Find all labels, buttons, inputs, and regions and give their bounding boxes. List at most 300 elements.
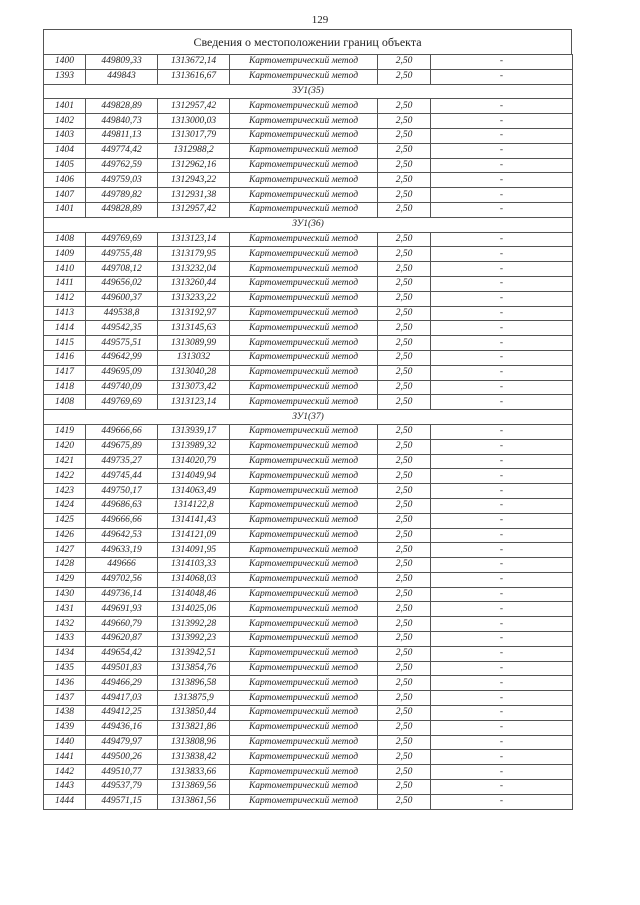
description-cell: -	[431, 735, 573, 750]
point-number-cell: 1432	[44, 617, 86, 632]
method-cell: Картометрический метод	[230, 276, 378, 291]
accuracy-cell: 2,50	[378, 276, 431, 291]
description-cell: -	[431, 676, 573, 691]
accuracy-cell: 2,50	[378, 646, 431, 661]
table-row	[44, 632, 573, 647]
method-cell: Картометрический метод	[230, 706, 378, 721]
method-cell: Картометрический метод	[230, 158, 378, 173]
y-coordinate-cell: 1313260,44	[158, 276, 230, 291]
point-number-cell: 1437	[44, 691, 86, 706]
y-coordinate-cell: 1313123,14	[158, 395, 230, 410]
method-cell: Картометрический метод	[230, 632, 378, 647]
method-cell: Картометрический метод	[230, 720, 378, 735]
y-coordinate-cell: 1314103,33	[158, 558, 230, 573]
y-coordinate-cell: 1313854,76	[158, 661, 230, 676]
point-number-cell: 1415	[44, 336, 86, 351]
description-cell: -	[431, 558, 573, 573]
accuracy-cell: 2,50	[378, 173, 431, 188]
accuracy-cell: 2,50	[378, 513, 431, 528]
x-coordinate-cell: 449666	[86, 558, 158, 573]
y-coordinate-cell: 1314121,09	[158, 528, 230, 543]
y-coordinate-cell: 1313896,58	[158, 676, 230, 691]
table-row	[44, 321, 573, 336]
description-cell: -	[431, 439, 573, 454]
accuracy-cell: 2,50	[378, 528, 431, 543]
x-coordinate-cell: 449575,51	[86, 336, 158, 351]
accuracy-cell: 2,50	[378, 720, 431, 735]
table-row	[44, 276, 573, 291]
point-number-cell: 1443	[44, 780, 86, 795]
table-row	[44, 602, 573, 617]
method-cell: Картометрический метод	[230, 780, 378, 795]
accuracy-cell: 2,50	[378, 439, 431, 454]
description-cell: -	[431, 632, 573, 647]
table-row	[44, 158, 573, 173]
table-row	[44, 365, 573, 380]
table-row	[44, 128, 573, 143]
table-row	[44, 498, 573, 513]
description-cell: -	[431, 276, 573, 291]
description-cell: -	[431, 395, 573, 410]
description-cell: -	[431, 336, 573, 351]
y-coordinate-cell: 1312962,16	[158, 158, 230, 173]
x-coordinate-cell: 449436,16	[86, 720, 158, 735]
description-cell: -	[431, 661, 573, 676]
accuracy-cell: 2,50	[378, 661, 431, 676]
method-cell: Картометрический метод	[230, 676, 378, 691]
y-coordinate-cell: 1313875,9	[158, 691, 230, 706]
x-coordinate-cell: 449620,87	[86, 632, 158, 647]
table-row	[44, 543, 573, 558]
y-coordinate-cell: 1314122,8	[158, 498, 230, 513]
x-coordinate-cell: 449789,82	[86, 188, 158, 203]
point-number-cell: 1438	[44, 706, 86, 721]
method-cell: Картометрический метод	[230, 202, 378, 217]
table-row	[44, 424, 573, 439]
point-number-cell: 1404	[44, 143, 86, 158]
accuracy-cell: 2,50	[378, 291, 431, 306]
accuracy-cell: 2,50	[378, 558, 431, 573]
method-cell: Картометрический метод	[230, 232, 378, 247]
table-row	[44, 114, 573, 129]
method-cell: Картометрический метод	[230, 55, 378, 70]
method-cell: Картометрический метод	[230, 469, 378, 484]
method-cell: Картометрический метод	[230, 321, 378, 336]
x-coordinate-cell: 449466,29	[86, 676, 158, 691]
table-row	[44, 469, 573, 484]
x-coordinate-cell: 449510,77	[86, 765, 158, 780]
point-number-cell: 1405	[44, 158, 86, 173]
description-cell: -	[431, 306, 573, 321]
description-cell: -	[431, 321, 573, 336]
description-cell: -	[431, 543, 573, 558]
method-cell: Картометрический метод	[230, 794, 378, 809]
method-cell: Картометрический метод	[230, 380, 378, 395]
method-cell: Картометрический метод	[230, 602, 378, 617]
point-number-cell: 1418	[44, 380, 86, 395]
description-cell: -	[431, 691, 573, 706]
table-row	[44, 439, 573, 454]
x-coordinate-cell: 449417,03	[86, 691, 158, 706]
table-row	[44, 336, 573, 351]
method-cell: Картометрический метод	[230, 395, 378, 410]
y-coordinate-cell: 1313089,99	[158, 336, 230, 351]
section-row	[44, 410, 573, 425]
point-number-cell: 1401	[44, 99, 86, 114]
accuracy-cell: 2,50	[378, 691, 431, 706]
point-number-cell: 1411	[44, 276, 86, 291]
method-cell: Картометрический метод	[230, 543, 378, 558]
accuracy-cell: 2,50	[378, 780, 431, 795]
point-number-cell: 1444	[44, 794, 86, 809]
description-cell: -	[431, 143, 573, 158]
description-cell: -	[431, 424, 573, 439]
point-number-cell: 1412	[44, 291, 86, 306]
x-coordinate-cell: 449843	[86, 69, 158, 84]
x-coordinate-cell: 449695,09	[86, 365, 158, 380]
table-row	[44, 646, 573, 661]
y-coordinate-cell: 1313000,03	[158, 114, 230, 129]
point-number-cell: 1410	[44, 262, 86, 277]
y-coordinate-cell: 1314141,43	[158, 513, 230, 528]
method-cell: Картометрический метод	[230, 306, 378, 321]
x-coordinate-cell: 449769,69	[86, 395, 158, 410]
accuracy-cell: 2,50	[378, 572, 431, 587]
method-cell: Картометрический метод	[230, 262, 378, 277]
description-cell: -	[431, 454, 573, 469]
description-cell: -	[431, 365, 573, 380]
section-row	[44, 84, 573, 99]
point-number-cell: 1433	[44, 632, 86, 647]
point-number-cell: 1431	[44, 602, 86, 617]
accuracy-cell: 2,50	[378, 306, 431, 321]
y-coordinate-cell: 1313179,95	[158, 247, 230, 262]
accuracy-cell: 2,50	[378, 365, 431, 380]
description-cell: -	[431, 794, 573, 809]
accuracy-cell: 2,50	[378, 262, 431, 277]
description-cell: -	[431, 602, 573, 617]
table-row	[44, 350, 573, 365]
y-coordinate-cell: 1313233,22	[158, 291, 230, 306]
description-cell: -	[431, 587, 573, 602]
accuracy-cell: 2,50	[378, 484, 431, 499]
y-coordinate-cell: 1314020,79	[158, 454, 230, 469]
accuracy-cell: 2,50	[378, 55, 431, 70]
x-coordinate-cell: 449735,27	[86, 454, 158, 469]
x-coordinate-cell: 449840,73	[86, 114, 158, 129]
accuracy-cell: 2,50	[378, 336, 431, 351]
table-body	[44, 55, 573, 810]
x-coordinate-cell: 449745,44	[86, 469, 158, 484]
point-number-cell: 1426	[44, 528, 86, 543]
table-row	[44, 661, 573, 676]
x-coordinate-cell: 449538,8	[86, 306, 158, 321]
point-number-cell: 1435	[44, 661, 86, 676]
method-cell: Картометрический метод	[230, 291, 378, 306]
description-cell: -	[431, 99, 573, 114]
method-cell: Картометрический метод	[230, 513, 378, 528]
description-cell: -	[431, 202, 573, 217]
section-row	[44, 217, 573, 232]
y-coordinate-cell: 1314091,95	[158, 543, 230, 558]
point-number-cell: 1429	[44, 572, 86, 587]
accuracy-cell: 2,50	[378, 143, 431, 158]
table-row	[44, 262, 573, 277]
x-coordinate-cell: 449828,89	[86, 99, 158, 114]
description-cell: -	[431, 128, 573, 143]
description-cell: -	[431, 528, 573, 543]
table-row	[44, 484, 573, 499]
x-coordinate-cell: 449666,66	[86, 424, 158, 439]
y-coordinate-cell: 1313123,14	[158, 232, 230, 247]
table-row	[44, 735, 573, 750]
description-cell: -	[431, 350, 573, 365]
accuracy-cell: 2,50	[378, 99, 431, 114]
point-number-cell: 1424	[44, 498, 86, 513]
table-row	[44, 587, 573, 602]
point-number-cell: 1413	[44, 306, 86, 321]
table-row	[44, 232, 573, 247]
point-number-cell: 1436	[44, 676, 86, 691]
table-row	[44, 306, 573, 321]
table-row	[44, 202, 573, 217]
y-coordinate-cell: 1314063,49	[158, 484, 230, 499]
y-coordinate-cell: 1313992,23	[158, 632, 230, 647]
table-row	[44, 558, 573, 573]
point-number-cell: 1425	[44, 513, 86, 528]
x-coordinate-cell: 449762,59	[86, 158, 158, 173]
x-coordinate-cell: 449708,12	[86, 262, 158, 277]
method-cell: Картометрический метод	[230, 439, 378, 454]
table-row	[44, 794, 573, 809]
y-coordinate-cell: 1313942,51	[158, 646, 230, 661]
x-coordinate-cell: 449500,26	[86, 750, 158, 765]
method-cell: Картометрический метод	[230, 750, 378, 765]
accuracy-cell: 2,50	[378, 454, 431, 469]
description-cell: -	[431, 247, 573, 262]
x-coordinate-cell: 449537,79	[86, 780, 158, 795]
point-number-cell: 1409	[44, 247, 86, 262]
description-cell: -	[431, 617, 573, 632]
method-cell: Картометрический метод	[230, 128, 378, 143]
y-coordinate-cell: 1313040,28	[158, 365, 230, 380]
accuracy-cell: 2,50	[378, 188, 431, 203]
table-row	[44, 454, 573, 469]
section-label: ЗУ1(36)	[44, 217, 573, 232]
description-cell: -	[431, 173, 573, 188]
table-row	[44, 617, 573, 632]
point-number-cell: 1401	[44, 202, 86, 217]
x-coordinate-cell: 449542,35	[86, 321, 158, 336]
table-row	[44, 513, 573, 528]
table-row	[44, 173, 573, 188]
x-coordinate-cell: 449702,56	[86, 572, 158, 587]
y-coordinate-cell: 1313232,04	[158, 262, 230, 277]
method-cell: Картометрический метод	[230, 173, 378, 188]
table-row	[44, 291, 573, 306]
accuracy-cell: 2,50	[378, 158, 431, 173]
method-cell: Картометрический метод	[230, 336, 378, 351]
method-cell: Картометрический метод	[230, 424, 378, 439]
y-coordinate-cell: 1313838,42	[158, 750, 230, 765]
table-row	[44, 99, 573, 114]
point-number-cell: 1408	[44, 232, 86, 247]
point-number-cell: 1430	[44, 587, 86, 602]
x-coordinate-cell: 449654,42	[86, 646, 158, 661]
y-coordinate-cell: 1313616,67	[158, 69, 230, 84]
page-number: 129	[311, 14, 329, 26]
table-row	[44, 55, 573, 70]
accuracy-cell: 2,50	[378, 706, 431, 721]
y-coordinate-cell: 1313032	[158, 350, 230, 365]
y-coordinate-cell: 1312957,42	[158, 202, 230, 217]
y-coordinate-cell: 1313850,44	[158, 706, 230, 721]
y-coordinate-cell: 1314048,46	[158, 587, 230, 602]
accuracy-cell: 2,50	[378, 69, 431, 84]
y-coordinate-cell: 1313672,14	[158, 55, 230, 70]
description-cell: -	[431, 380, 573, 395]
x-coordinate-cell: 449412,25	[86, 706, 158, 721]
accuracy-cell: 2,50	[378, 543, 431, 558]
accuracy-cell: 2,50	[378, 750, 431, 765]
y-coordinate-cell: 1313192,97	[158, 306, 230, 321]
table-row	[44, 676, 573, 691]
x-coordinate-cell: 449600,37	[86, 291, 158, 306]
x-coordinate-cell: 449660,79	[86, 617, 158, 632]
description-cell: -	[431, 262, 573, 277]
table-row	[44, 528, 573, 543]
method-cell: Картометрический метод	[230, 558, 378, 573]
method-cell: Картометрический метод	[230, 188, 378, 203]
accuracy-cell: 2,50	[378, 128, 431, 143]
x-coordinate-cell: 449740,09	[86, 380, 158, 395]
accuracy-cell: 2,50	[378, 232, 431, 247]
point-number-cell: 1423	[44, 484, 86, 499]
point-number-cell: 1416	[44, 350, 86, 365]
description-cell: -	[431, 750, 573, 765]
point-number-cell: 1440	[44, 735, 86, 750]
point-number-cell: 1402	[44, 114, 86, 129]
x-coordinate-cell: 449656,02	[86, 276, 158, 291]
coordinates-table	[43, 54, 573, 810]
table-title: Сведения о местоположении границ объекта	[43, 29, 572, 54]
point-number-cell: 1428	[44, 558, 86, 573]
accuracy-cell: 2,50	[378, 321, 431, 336]
y-coordinate-cell: 1313073,42	[158, 380, 230, 395]
x-coordinate-cell: 449691,93	[86, 602, 158, 617]
point-number-cell: 1421	[44, 454, 86, 469]
description-cell: -	[431, 469, 573, 484]
method-cell: Картометрический метод	[230, 528, 378, 543]
point-number-cell: 1393	[44, 69, 86, 84]
y-coordinate-cell: 1313833,66	[158, 765, 230, 780]
point-number-cell: 1427	[44, 543, 86, 558]
method-cell: Картометрический метод	[230, 99, 378, 114]
method-cell: Картометрический метод	[230, 572, 378, 587]
section-label: ЗУ1(37)	[44, 410, 573, 425]
accuracy-cell: 2,50	[378, 498, 431, 513]
description-cell: -	[431, 498, 573, 513]
accuracy-cell: 2,50	[378, 395, 431, 410]
y-coordinate-cell: 1314025,06	[158, 602, 230, 617]
accuracy-cell: 2,50	[378, 202, 431, 217]
description-cell: -	[431, 232, 573, 247]
x-coordinate-cell: 449501,83	[86, 661, 158, 676]
x-coordinate-cell: 449642,99	[86, 350, 158, 365]
accuracy-cell: 2,50	[378, 247, 431, 262]
point-number-cell: 1419	[44, 424, 86, 439]
method-cell: Картометрический метод	[230, 143, 378, 158]
method-cell: Картометрический метод	[230, 484, 378, 499]
y-coordinate-cell: 1313821,86	[158, 720, 230, 735]
description-cell: -	[431, 484, 573, 499]
x-coordinate-cell: 449736,14	[86, 587, 158, 602]
y-coordinate-cell: 1313145,63	[158, 321, 230, 336]
accuracy-cell: 2,50	[378, 469, 431, 484]
description-cell: -	[431, 291, 573, 306]
description-cell: -	[431, 765, 573, 780]
y-coordinate-cell: 1313869,56	[158, 780, 230, 795]
accuracy-cell: 2,50	[378, 380, 431, 395]
point-number-cell: 1403	[44, 128, 86, 143]
description-cell: -	[431, 114, 573, 129]
x-coordinate-cell: 449479,97	[86, 735, 158, 750]
x-coordinate-cell: 449675,89	[86, 439, 158, 454]
point-number-cell: 1407	[44, 188, 86, 203]
x-coordinate-cell: 449642,53	[86, 528, 158, 543]
method-cell: Картометрический метод	[230, 69, 378, 84]
x-coordinate-cell: 449571,15	[86, 794, 158, 809]
method-cell: Картометрический метод	[230, 691, 378, 706]
point-number-cell: 1422	[44, 469, 86, 484]
table-row	[44, 380, 573, 395]
method-cell: Картометрический метод	[230, 587, 378, 602]
y-coordinate-cell: 1313861,56	[158, 794, 230, 809]
y-coordinate-cell: 1314068,03	[158, 572, 230, 587]
accuracy-cell: 2,50	[378, 587, 431, 602]
point-number-cell: 1439	[44, 720, 86, 735]
x-coordinate-cell: 449769,69	[86, 232, 158, 247]
method-cell: Картометрический метод	[230, 617, 378, 632]
point-number-cell: 1406	[44, 173, 86, 188]
x-coordinate-cell: 449666,66	[86, 513, 158, 528]
y-coordinate-cell: 1313989,32	[158, 439, 230, 454]
y-coordinate-cell: 1313017,79	[158, 128, 230, 143]
description-cell: -	[431, 69, 573, 84]
accuracy-cell: 2,50	[378, 794, 431, 809]
table-row	[44, 720, 573, 735]
method-cell: Картометрический метод	[230, 646, 378, 661]
accuracy-cell: 2,50	[378, 350, 431, 365]
y-coordinate-cell: 1313992,28	[158, 617, 230, 632]
description-cell: -	[431, 572, 573, 587]
method-cell: Картометрический метод	[230, 350, 378, 365]
x-coordinate-cell: 449755,48	[86, 247, 158, 262]
accuracy-cell: 2,50	[378, 602, 431, 617]
accuracy-cell: 2,50	[378, 114, 431, 129]
table-row	[44, 780, 573, 795]
table-row	[44, 395, 573, 410]
description-cell: -	[431, 158, 573, 173]
table-row	[44, 750, 573, 765]
x-coordinate-cell: 449828,89	[86, 202, 158, 217]
point-number-cell: 1408	[44, 395, 86, 410]
point-number-cell: 1414	[44, 321, 86, 336]
table-row	[44, 143, 573, 158]
description-cell: -	[431, 706, 573, 721]
description-cell: -	[431, 646, 573, 661]
section-label: ЗУ1(35)	[44, 84, 573, 99]
